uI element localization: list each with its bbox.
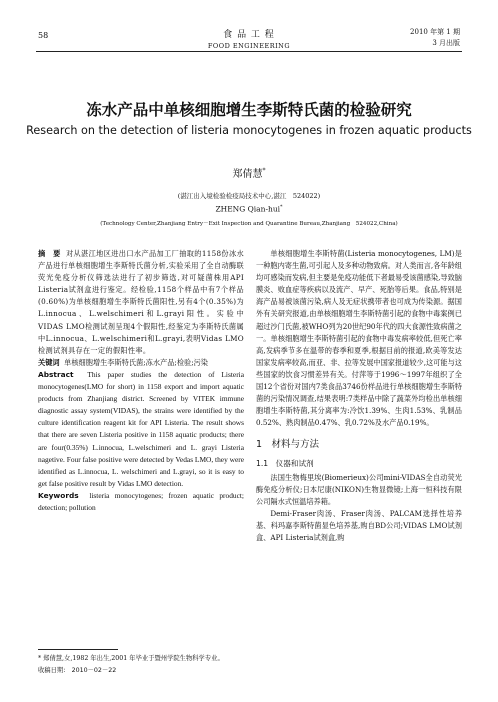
author-name-text: 郑倩慧 xyxy=(232,169,263,180)
keywords-label: 关键词 xyxy=(38,357,60,367)
abstract-cn xyxy=(38,248,244,357)
footnote-received: 收稿日期: 2010－02－22 xyxy=(38,667,117,674)
keywords-en-label: Keywords xyxy=(38,490,79,500)
abstract-label: 摘 要 xyxy=(38,249,61,258)
author-name xyxy=(0,165,498,180)
abstract-en-label: Abstract xyxy=(38,369,74,379)
journal-title: 食 品 工 程 xyxy=(223,30,275,40)
footnote-author: * 郑倩慧,女,1982 年出生,2001 年毕业于暨州学院生物科学专业。 xyxy=(38,655,224,662)
subsection-heading: 1.1 仪器和试剂 xyxy=(256,458,314,468)
author-name-en-text: ZHENG Qian-hui xyxy=(215,204,281,214)
keywords-cn xyxy=(38,357,244,369)
keywords-cn-text: 单核细胞增生李斯特氏菌;冻水产品;检验;污染 xyxy=(64,357,208,367)
keywords-en xyxy=(38,490,244,514)
page-number: 58 xyxy=(38,31,49,40)
left-column xyxy=(38,248,244,514)
author-name-en xyxy=(0,204,498,214)
article-title-en: Research on the detection of listeria monocytogenes in frozen aquatic products xyxy=(26,124,472,137)
issue-month: 3 月出版 xyxy=(432,39,460,47)
abstract-en-text: This paper studies the detection of Listeria monocytogenes(LMO for short) in 1158 export and import aquatic products from Zhanjiang district. Screened by VITEK immune diagnostic assay system(VIDAS), the strains were identified by the culture identification reagent kit for API Listeria. The result shows that there are seven Listeria positive in 1158 aquatic products; there are four(0.35%) L.innocua, L.welschimeri and L. grayi Listeria nagetive. Four false positive were detected by Vedas LMO, they were identified as L.innocua, L. welschimeri and L.grayi, so it is easy to get false positive result by Vidas LMO detection. xyxy=(38,369,244,488)
reagents-paragraph: Demi-Fraser肉汤、Fraser肉汤、PALCAM选择性培养基、科玛嘉李斯特菌显色培养基,购自BD公司;VIDAS LMO试剂盒、API Listeria试剂盒,购 xyxy=(256,508,462,543)
abstract-en xyxy=(38,369,244,490)
footnotes xyxy=(38,653,244,677)
keywords-en-text: listeria monocytogenes; frozen aquatic product; detection; pollution xyxy=(38,490,244,512)
author-affiliation: (湛江出入境检验检疫局技术中心,湛江 524022) xyxy=(177,192,321,200)
intro-paragraph: 单核细胞增生李斯特菌(Listeria monocytogenes, LM)是一种胞内寄生菌,可引起人及多种动物致病。对人类而言,各年龄组均可感染而发病,但主要是免疫功能低下者最易受该菌感染,导致脑膜炎、败血症等疾病以及流产、早产、死胎等后果。食品,特别是海产品易被该菌污染,病人及无症状携带者也可成为传染源。据国外有关研究报道,由单核细胞增生李斯特菌引起的食物中毒案例已超过沙门氏菌,被WHO列为20世纪90年代的四大食源性致病菌之一。单核细胞增生李斯特菌引起的食物中毒发病率较低,但死亡率高,发病季节多在温带的春季和夏季,根据目前的报道,欧美等发达国家发病率较高,而亚、非、拉等发展中国家报道较少,这可能与这些国家的饮食习惯差异有关。付萍等于1996～1997年组织了全国12个省份对国内7类食品3746份样品进行单核细胞增生李斯特菌的污染情况调查,结果表明:7类样品中除了蔬菜外均检出单核细胞增生李斯特菌,其分离率为:冷饮1.39%、生肉1.53%、乳制品0.52%、熟肉制品0.47%、乳0.72%及水产品0.19%。 xyxy=(256,249,462,428)
issue-year: 2010 年第 1 期 xyxy=(410,28,460,36)
abstract-cn-text: 对从湛江地区进出口水产品加工厂抽取的1158份冰水产品进行单核细胞增生李斯特氏菌分析,实验采用了全自动酶联荧光免疫分析仪筛选法进行了初步筛选,对可疑菌株用API Listeria试剂盒进行鉴定。经检验,1158个样品中有7个样品(0.60%)为单核细胞增生李斯特氏菌阳性,另有4个(0.35%)为L.innocua、L.welschimeri和L.grayi阳性。实验中VIDAS LMO检测试剂呈现4个假阳性,经鉴定为李斯特氏菌属中L.innocua、L.welschimeri和L.grayi,表明Vidas LMO检测试剂具存在一定的假阳性率。 xyxy=(38,249,244,355)
author-affiliation-en: (Technology Center,Zhanjiang Entry－Exit Inspection and Quarantine Bureau,Zhanjiang 524022,China) xyxy=(100,221,398,227)
instruments-paragraph: 法国生物梅里埃(Biomerieux)公司mini-VIDAS全自动荧光酶免疫分析仪;日本尼康(NIKON)生物显微镜;上海一恒科技有限公司隔水式恒温培养箱。 xyxy=(256,472,462,506)
article-title: 冻水产品中单核细胞增生李斯特氏菌的检验研究 xyxy=(86,101,412,119)
section-heading: 1 材料与方法 xyxy=(256,439,320,451)
author-en-footnote-mark: * xyxy=(280,204,283,210)
author-footnote-mark: * xyxy=(262,167,266,175)
journal-title-en: FOOD ENGINEERING xyxy=(207,42,291,50)
header-rule xyxy=(36,51,462,52)
footnote-rule xyxy=(38,649,118,650)
right-column xyxy=(256,248,462,544)
